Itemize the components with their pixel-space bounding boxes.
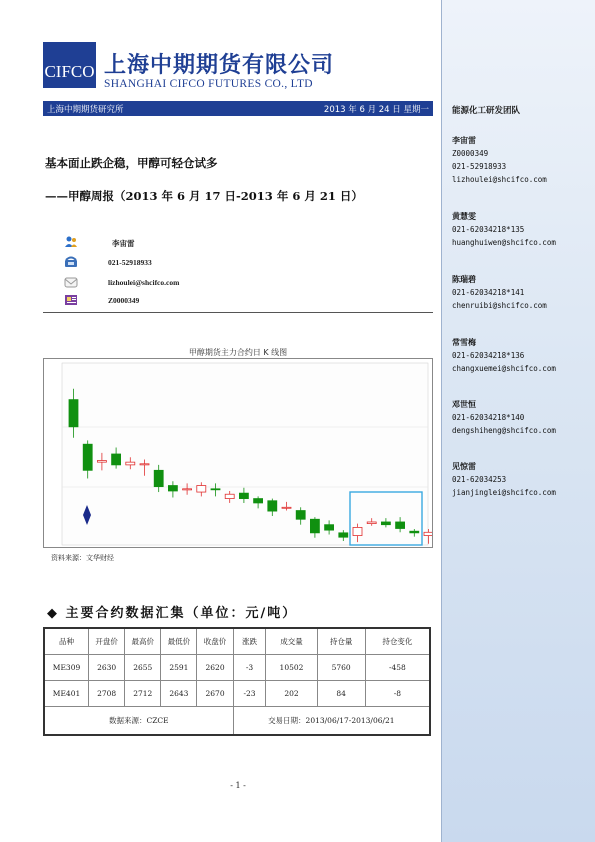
email-icon: [64, 276, 78, 288]
team-title: 能源化工研发团队: [452, 106, 521, 116]
table-footer-row: [44, 707, 430, 736]
table-cell: 202: [266, 681, 317, 707]
header-cell: 成交量: [266, 628, 317, 655]
contract-data-table: [43, 627, 431, 736]
candle-body: [296, 511, 305, 520]
bullet-diamond-icon: ◆: [47, 606, 59, 621]
table-cell: -458: [365, 655, 430, 681]
table-cell: 2655: [125, 655, 161, 681]
candle-body: [97, 461, 106, 463]
research-team-sidebar: [441, 0, 595, 842]
table-cell: ME309: [44, 655, 89, 681]
team-member: [452, 134, 592, 186]
kline-chart: [43, 358, 433, 548]
table-row: [44, 655, 430, 681]
chart-source: 资料来源：文华财经: [51, 554, 114, 562]
table-cell: 5760: [317, 655, 365, 681]
candle-body: [225, 494, 234, 498]
candle-body: [183, 489, 192, 490]
section-divider: [43, 312, 433, 313]
contact-email: lizhoulei@shcifco.com: [108, 278, 180, 287]
team-member: [452, 336, 592, 375]
candle-body: [239, 493, 248, 498]
contact-name-row: [64, 236, 364, 252]
section-heading: [47, 602, 297, 621]
table-cell: 2620: [197, 655, 233, 681]
report-date: 2013 年 6 月 24 日 星期一: [323, 104, 429, 115]
header-cell: 最低价: [161, 628, 197, 655]
report-subtitle: ——甲醇周报（2013 年 6 月 17 日-2013 年 6 月 21 日）: [45, 189, 363, 203]
table-cell: -23: [233, 681, 266, 707]
candle-body: [282, 507, 291, 508]
header-cell: 持仓量: [317, 628, 365, 655]
member-phone: 021-62034218*135: [452, 225, 525, 234]
table-cell: 2708: [89, 681, 125, 707]
header-cell: 收盘价: [197, 628, 233, 655]
candle-body: [353, 527, 362, 535]
member-name: 见惊雷: [452, 462, 476, 471]
member-phone: 021-62034218*136: [452, 351, 525, 360]
person-icon: [64, 236, 78, 248]
member-name: 黄慧雯: [452, 212, 476, 221]
contact-phone-row: [64, 256, 364, 272]
member-phone: 021-52918933: [452, 162, 507, 171]
table-row: [44, 681, 430, 707]
candle-body: [367, 522, 376, 524]
table-cell: 2712: [125, 681, 161, 707]
candle-body: [126, 462, 135, 465]
candle-body: [396, 522, 405, 529]
candle-body: [168, 486, 177, 491]
member-name: 邓世恒: [452, 400, 476, 409]
table-cell: 10502: [266, 655, 317, 681]
candle-body: [325, 525, 334, 530]
table-cell: 2670: [197, 681, 233, 707]
section-title: 主要合约数据汇集（单位：元/吨）: [65, 606, 298, 621]
team-member: [452, 273, 592, 312]
candle-body: [254, 499, 263, 503]
candle-body: [339, 533, 348, 537]
company-name-en: SHANGHAI CIFCO FUTURES CO., LTD: [104, 78, 313, 90]
candle-body: [424, 532, 432, 535]
table-cell: -3: [233, 655, 266, 681]
team-member: [452, 210, 592, 249]
table-cell: 2591: [161, 655, 197, 681]
candle-body: [310, 519, 319, 533]
dept-name: 上海中期期货研究所: [47, 104, 124, 115]
team-member: [452, 398, 592, 437]
contact-name: 李宙雷: [112, 239, 135, 248]
trade-date-cell: 交易日期：2013/06/17-2013/06/21: [233, 707, 430, 736]
kline-chart-svg: [44, 359, 432, 547]
member-name: 陈瑞碧: [452, 275, 476, 284]
table-cell: 84: [317, 681, 365, 707]
candle-body: [410, 531, 419, 533]
contact-email-row: [64, 276, 364, 292]
header-cell: 最高价: [125, 628, 161, 655]
candle-body: [268, 501, 277, 511]
team-member: [452, 460, 592, 499]
member-email: jianjinglei@shcifco.com: [452, 488, 556, 497]
member-phone: 021-62034218*141: [452, 288, 525, 297]
member-email: dengshiheng@shcifco.com: [452, 426, 556, 435]
candle-body: [211, 489, 220, 490]
candle-body: [140, 464, 149, 465]
table-cell: 2643: [161, 681, 197, 707]
candle-body: [83, 444, 92, 470]
candle-body: [112, 454, 121, 465]
member-email: lizhoulei@shcifco.com: [452, 175, 547, 184]
header-bar: [43, 101, 433, 116]
report-title: 基本面止跌企稳，甲醇可轻仓试多: [45, 156, 218, 170]
candle-body: [154, 470, 163, 486]
header-cell: 持仓变化: [365, 628, 430, 655]
contact-license-row: [64, 294, 364, 310]
candle-body: [69, 400, 78, 427]
member-name: 常雪梅: [452, 338, 476, 347]
member-phone: 021-62034253: [452, 475, 507, 484]
table-cell: -8: [365, 681, 430, 707]
candle-body: [197, 486, 206, 493]
page-number: - 1 -: [230, 781, 246, 790]
contact-license: Z0000349: [108, 296, 140, 305]
company-logo: CIFCO: [43, 42, 96, 88]
data-source-cell: 数据来源：CZCE: [44, 707, 233, 736]
member-email: chenruibi@shcifco.com: [452, 301, 547, 310]
member-email: changxuemei@shcifco.com: [452, 364, 556, 373]
candle-body: [381, 522, 390, 525]
id-card-icon: [64, 294, 78, 306]
header-cell: 品种: [44, 628, 89, 655]
header-cell: 开盘价: [89, 628, 125, 655]
contact-phone: 021-52918933: [108, 258, 152, 267]
member-phone: 021-62034218*140: [452, 413, 525, 422]
member-name: 李宙雷: [452, 136, 476, 145]
member-license: Z0000349: [452, 149, 489, 158]
member-email: huanghuiwen@shcifco.com: [452, 238, 556, 247]
phone-icon: [64, 256, 78, 268]
chart-title: 甲醇期货主力合约日 K 线图: [188, 348, 288, 357]
table-cell: ME401: [44, 681, 89, 707]
company-name-cn: 上海中期期货有限公司: [104, 53, 335, 78]
table-header-row: [44, 628, 430, 655]
header-cell: 涨跌: [233, 628, 266, 655]
table-cell: 2630: [89, 655, 125, 681]
